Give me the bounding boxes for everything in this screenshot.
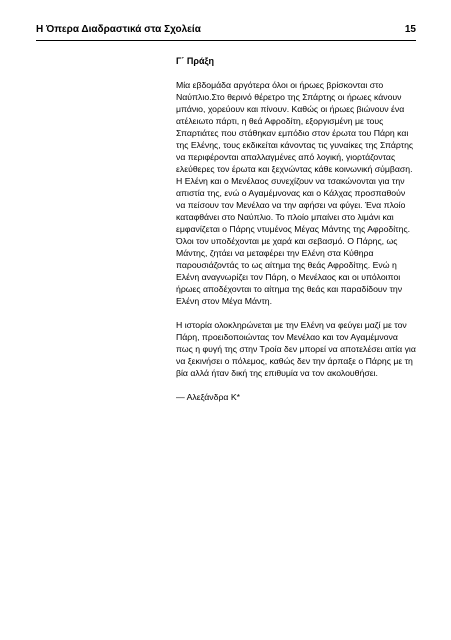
- main-content: [176, 55, 416, 403]
- paragraph-conclusion: Η ιστορία ολοκληρώνεται με την Ελένη να φεύγει μαζί με τον Πάρη, προειδοποιώντας τον Μενέλαο και τον Αγαμέμνονα πως η φυγή της στην Τροία δεν μπορεί να αποτελέσει αιτία για να ξεκινήσει ο πόλεμος, καθώς δεν την άρπαξε ο Πάρης με τη βία αλλά ήταν δική της επιθυμία να τον ακολουθήσει.: [176, 320, 416, 378]
- page-number: 15: [404, 24, 416, 35]
- page-header: [36, 24, 416, 38]
- paragraph-festivities: Μία εβδομάδα αργότερα όλοι οι ήρωες βρίσκονται στο Ναύπλιο.Στο θερινό θέρετρο της Σπάρτης οι ήρωες κάνουν μπάνιο, χορεύουν και πίνουν. Καθώς οι ήρωες βιώνουν ένα ατέλειωτο πάρτι, η θεά Αφροδίτη, εξοργισμένη με τους Σπαρτιάτες που στάθηκαν εμπόδιο στον έρωτα του Πάρη και της Ελένης, τους εκδικείται κάνοντας τις γυναίκες της Σπάρτης να περιφέρονται απαλλαγμένες από λογική, γιορτάζοντας ελεύθερες τον έρωτα και ξεχνώντας κάθε κοινωνική σύμβαση.: [176, 80, 414, 174]
- section-heading: Γ΄ Πράξη: [176, 56, 215, 66]
- header-divider: [36, 40, 416, 41]
- paragraph-paris-arrival: Η Ελένη και ο Μενέλαος συνεχίζουν να τσακώνονται για την απιστία της, ενώ ο Αγαμέμνονας και ο Κάλχας προσπαθούν να πείσουν τον Μενέλαο να την αφήσει να φύγει. Ένα πλοίο καταφθάνει στο Ναύπλιο. Το πλοίο μπαίνει στο λιμάνι και εμφανίζεται ο Πάρης ντυμένος Μέγας Μάντης της Αφροδίτης. Όλοι τον υποδέχονται με χαρά και σεβασμό. Ο Πάρης, ως Μάντης, ζητάει να μεταφέρει την Ελένη στα Κύθηρα παρουσιάζοντάς το ως αίτημα της θεάς Αφροδίτης. Ενώ η Ελένη αναγνωρίζει τον Πάρη, ο Μενέλαος και οι υπόλοιποι ήρωες αποδέχονται το αίτημα της θεάς και παραδίδουν την Ελένη στον Μέγα Μάντη.: [176, 176, 411, 306]
- author-signature: — Αλεξάνδρα Κ*: [176, 392, 241, 402]
- document-title: Η Όπερα Διαδραστικά στα Σχολεία: [36, 24, 201, 35]
